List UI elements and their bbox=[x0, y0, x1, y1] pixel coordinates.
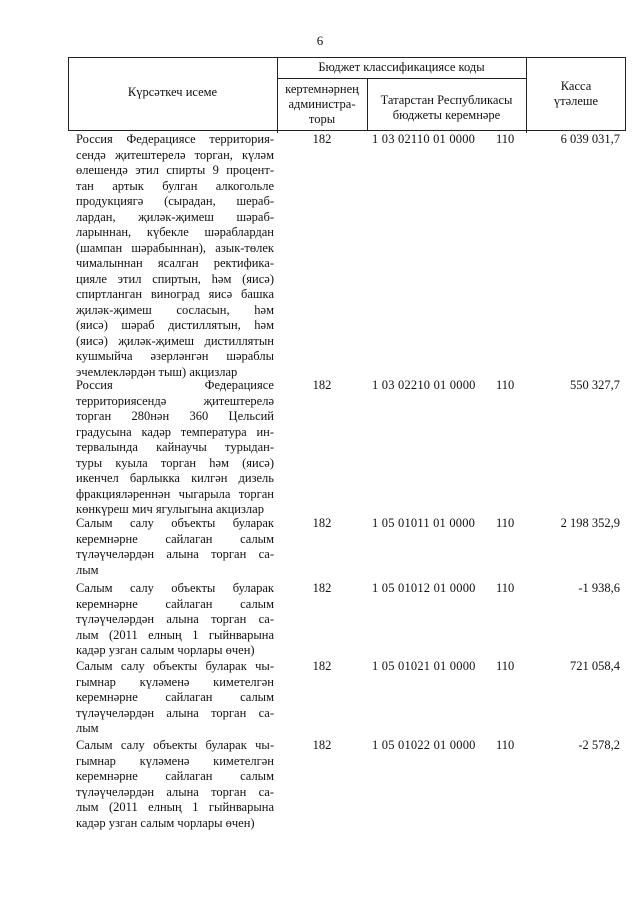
budget-classification-code: 1 05 01021 01 0000 bbox=[372, 659, 476, 673]
cash-execution-header: Касса үтәлеше bbox=[553, 79, 599, 108]
indicator-name: Россия Федерациясе территория- сендә җитештерелә торган, күләм өлешендә этил спирты 9 процент- тан артык булган алкогольле продукциягә (сырадан, шераб- лардан, җиләк-җимеш шәраб- ларыннан, күбекле шәраблардан (шампан шәрабыннан), азык-төлек чималыннан ясалган ректифика- цияле этил спиртын, һәм (яисә) спиртланган виноград яисә башка җиләк-җимеш сосласын, һәм (яисә) шәраб дистиллятын, һәм (яисә) җиләк-җимеш дистиллятын кушмыйча әзерләнгән шәраблы эчемлекләрдән тыш) акцизлар bbox=[76, 132, 274, 379]
budget-classification-code: 1 05 01011 01 0000 bbox=[372, 516, 476, 530]
administrator-code: 182 bbox=[312, 132, 332, 146]
table-header bbox=[68, 57, 626, 131]
cash-execution-value: -1 938,6 bbox=[578, 581, 620, 595]
cash-execution-value: 6 039 031,7 bbox=[560, 132, 620, 146]
cash-execution-value: 2 198 352,9 bbox=[560, 516, 620, 530]
indicator-name: Россия Федерациясе территориясендә җитештерелә торган 280нән 360 Цельсий градусына кадәр температура ин- тервалында кайнаучы турыдан- туры куыла торган һәм (яисә) икенчел барлыкка килгән дизель фракцияләреннән чыгарыла торган көнкүреш мич ягулыгына акцизлар bbox=[76, 378, 274, 516]
cash-execution-value: 721 058,4 bbox=[570, 659, 620, 673]
indicator-name: Салым салу объекты буларак керемнәрне сайлаган салым түләүчеләрдән алына торган са- лым bbox=[76, 516, 274, 577]
column-divider bbox=[526, 131, 527, 133]
indicator-name: Салым салу объекты буларак керемнәрне сайлаган салым түләүчеләрдән алына торган са- лым (2011 елның 1 гыйнварына кадәр узган салым чорлары өчен) bbox=[76, 581, 274, 657]
subcode: 110 bbox=[496, 659, 515, 673]
administrator-code: 182 bbox=[312, 738, 332, 752]
administrator-code: 182 bbox=[312, 516, 332, 530]
tatarstan-budget-income-header: Татарстан Республикасы бюджеты керемнәре bbox=[380, 93, 513, 122]
administrator-code: 182 bbox=[312, 581, 332, 595]
budget-classification-code: 1 03 02210 01 0000 bbox=[372, 378, 476, 392]
indicator-name-header: Күрсәткеч исеме bbox=[127, 85, 218, 99]
page-number: 6 bbox=[316, 33, 324, 48]
administrator-code: 182 bbox=[312, 378, 332, 392]
subcode: 110 bbox=[496, 132, 515, 146]
cash-execution-value: 550 327,7 bbox=[570, 378, 620, 392]
budget-classification-code: 1 05 01022 01 0000 bbox=[372, 738, 476, 752]
budget-classification-header: Бюджет классификациясе коды bbox=[318, 60, 485, 74]
indicator-name: Салым салу объекты буларак чы- гымнар күләменә киметелгән керемнәрне сайлаган салым түләүчеләрдән алына торган са- лым (2011 елның 1 гыйнварына кадәр узган салым чорлары өчен) bbox=[76, 738, 274, 830]
revenue-administrator-header: кертемнәрнең администра- торы bbox=[285, 82, 359, 126]
subcode: 110 bbox=[496, 516, 515, 530]
subcode: 110 bbox=[496, 581, 515, 595]
budget-classification-code: 1 03 02110 01 0000 bbox=[372, 132, 476, 146]
budget-classification-code: 1 05 01012 01 0000 bbox=[372, 581, 476, 595]
indicator-name: Салым салу объекты буларак чы- гымнар күләменә киметелгән керемнәрне сайлаган салым түләүчеләрдән алына торган са- лым bbox=[76, 659, 274, 735]
administrator-code: 182 bbox=[312, 659, 332, 673]
cash-execution-value: -2 578,2 bbox=[578, 738, 620, 752]
subcode: 110 bbox=[496, 738, 515, 752]
subcode: 110 bbox=[496, 378, 515, 392]
